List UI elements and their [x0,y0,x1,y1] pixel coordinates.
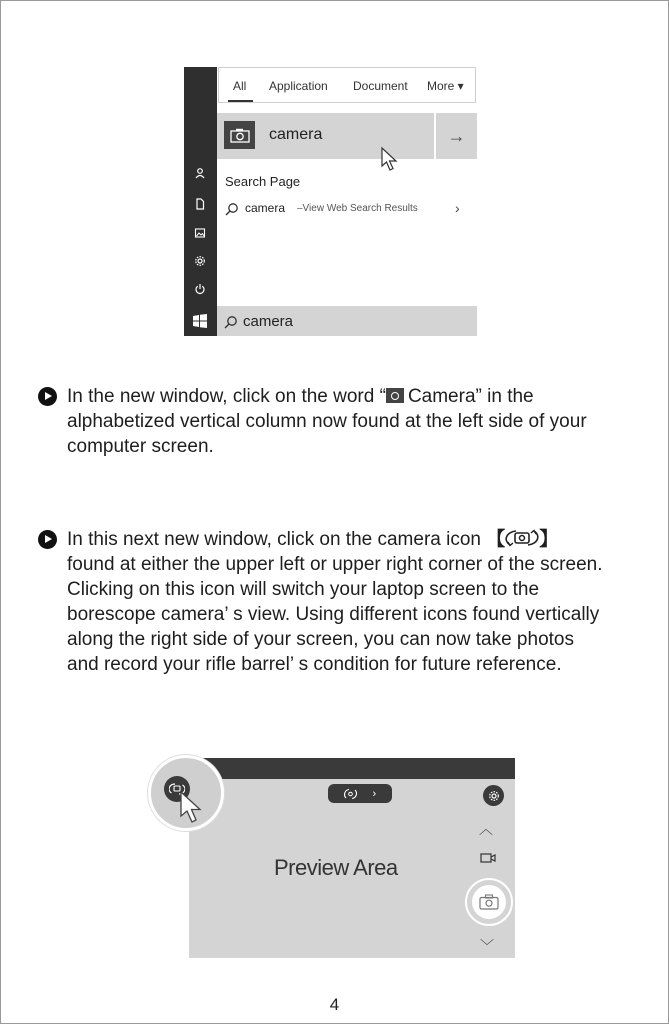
start-menu-main [217,67,477,336]
pictures-icon[interactable] [193,226,207,240]
search-icon [224,315,238,329]
settings-icon[interactable] [193,254,207,268]
chevron-up-icon[interactable]: ︿ [479,821,493,837]
chevron-right-icon: › [372,787,377,800]
camera-title-bar [189,758,515,779]
mouse-cursor-icon [179,790,209,826]
instruction-step-2 [38,527,618,707]
start-menu-illustration [184,67,477,336]
section-title: Search Page [225,174,301,189]
step-1-text [67,384,607,459]
take-photo-button[interactable] [465,878,513,926]
play-bullet-icon [38,387,57,406]
shutter-inner [472,885,506,919]
zoom-callout [148,755,224,831]
web-search-result[interactable] [223,200,468,220]
camera-settings-button[interactable] [483,785,504,806]
web-result-description: –View Web Search Results [297,203,418,214]
user-icon[interactable] [193,166,207,180]
start-menu-rail [184,67,217,336]
camera-app-icon [224,121,255,149]
switch-camera-icon [344,788,357,800]
step-1-text-before: In the new window, click on the word “ [67,386,386,407]
instruction-step-1 [38,384,618,464]
tab-more[interactable]: More ▾ [427,79,464,93]
active-tab-indicator [228,100,253,102]
bracket-open: 【 [486,529,506,550]
windows-logo-icon[interactable] [193,314,207,328]
step-1-text-after: ” in the alphabetized vertical column now found at the left side of your computer screen. [67,386,587,457]
tab-all[interactable]: All [233,79,247,93]
camera-app-illustration [189,758,515,958]
camera-mode-pill[interactable] [328,784,392,803]
bracket-close: 】 [539,529,559,550]
tab-document[interactable]: Document [353,79,408,93]
step-2-text-after: found at either the upper left or upper right corner of the screen. Clicking on this icon will switch your laptop screen to the borescope camera’ s view. Using different icons found vertically along the right side of your screen, you can now take photos and record your rifle barrel’ s condition for future reference. [67,554,603,675]
step-1-highlight: Camera [407,386,476,407]
search-icon [225,202,239,216]
camera-icon [479,894,499,910]
step-2-text-before: In this next new window, click on the camera icon [67,529,487,550]
web-result-term: camera [245,201,286,215]
play-bullet-icon [38,530,57,549]
search-bar[interactable] [217,306,477,336]
chevron-down-icon[interactable]: ﹀ [480,938,494,954]
gear-icon [488,790,500,802]
best-match-label: camera [269,126,323,143]
document-icon[interactable] [193,197,207,211]
tab-application[interactable]: Application [269,79,328,93]
step-2-text [67,527,607,677]
power-icon[interactable] [193,282,207,296]
best-match-camera[interactable] [217,113,434,159]
page-number: 4 [329,995,340,1014]
chevron-right-icon: › [455,200,460,216]
open-arrow-button[interactable]: → [436,113,477,159]
camera-icon [386,388,404,403]
search-tabs [218,67,476,103]
search-input-value[interactable]: camera [243,313,294,330]
video-mode-icon[interactable] [480,852,496,864]
switch-camera-icon [505,528,539,548]
preview-area-label: Preview Area [274,855,398,880]
mouse-cursor-icon [380,146,402,174]
